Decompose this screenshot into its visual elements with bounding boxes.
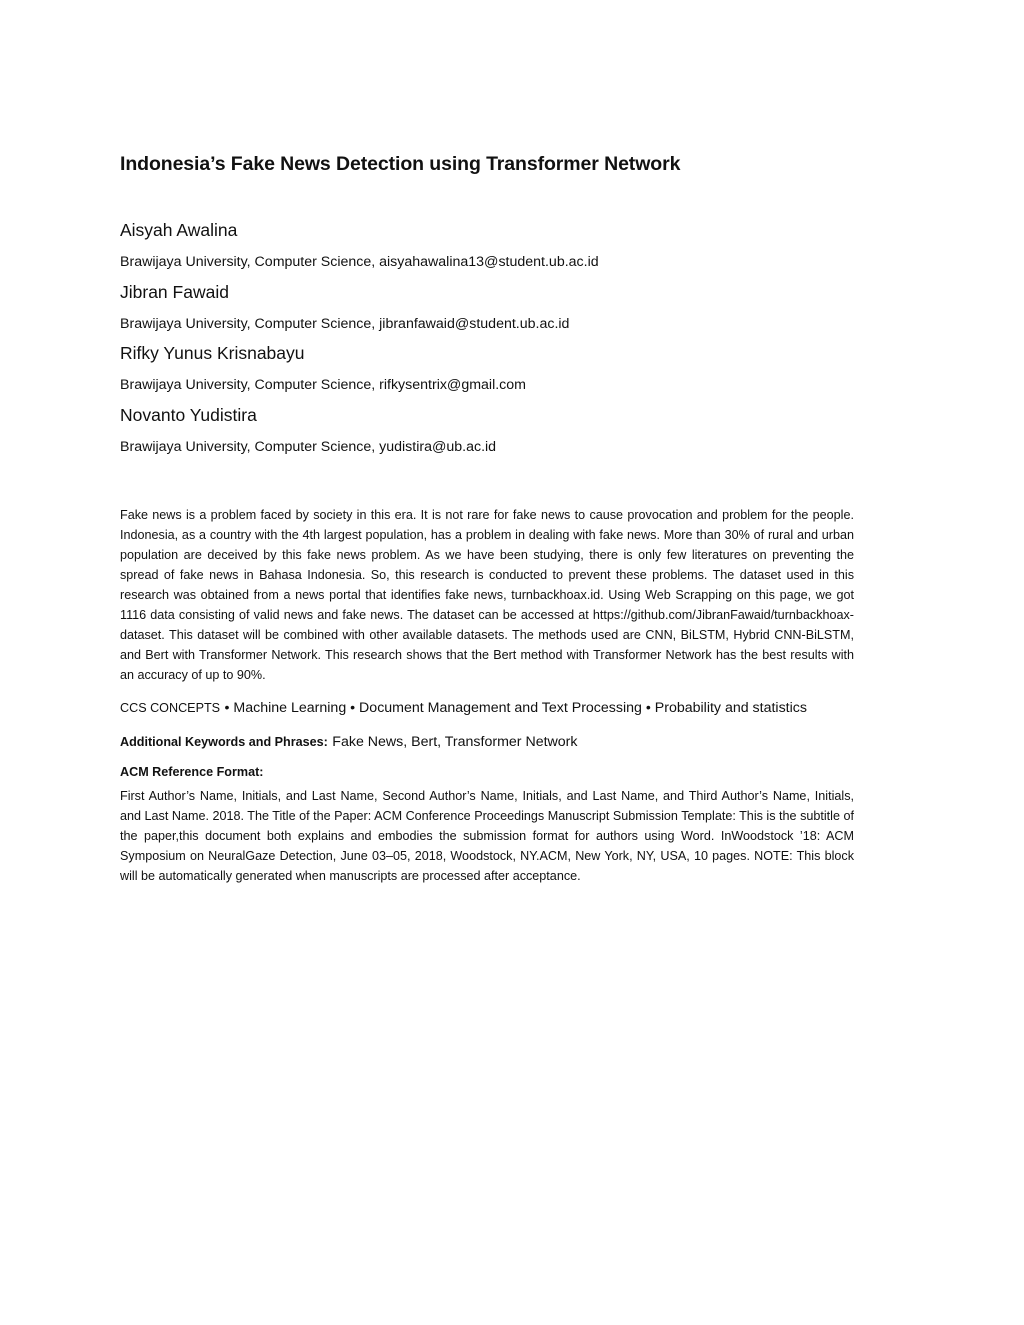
author-name: Jibran Fawaid [120, 282, 229, 302]
author-name: Rifky Yunus Krisnabayu [120, 343, 305, 363]
keywords-value: Fake News, Bert, Transformer Network [332, 734, 578, 750]
additional-keywords [120, 733, 854, 751]
author-affiliation: Brawijaya University, Computer Science, yudistira@ub.ac.id [120, 439, 497, 455]
keywords-label: Additional Keywords and Phrases: [120, 735, 328, 749]
ccs-concepts-value: • Machine Learning • Document Management and Text Processing • Probability and statistics [224, 700, 807, 716]
acm-reference-heading: ACM Reference Format: [120, 765, 264, 779]
ccs-concepts [120, 699, 854, 717]
acm-reference-text: First Author’s Name, Initials, and Last Name, Second Author’s Name, Initials, and Last Name, and Third Author’s Name, Initials, and Last Name. 2018. The Title of the Paper: ACM Conference Proceedings Manuscript Submission Template: This is the subtitle of the paper,this document both explains and embodies the submission format for authors using Word. InWoodstock ’18: ACM Symposium on NeuralGaze Detection, June 03–05, 2018, Woodstock, NY.ACM, New York, NY, USA, 10 pages. NOTE: This block will be automatically generated when manuscripts are processed after acceptance. [120, 789, 854, 883]
paper-title: Indonesia’s Fake News Detection using Transformer Network [120, 153, 681, 175]
author-name: Aisyah Awalina [120, 220, 238, 240]
author-name: Novanto Yudistira [120, 405, 257, 425]
author-affiliation: Brawijaya University, Computer Science, rifkysentrix@gmail.com [120, 377, 526, 393]
abstract-paragraph: Fake news is a problem faced by society in this era. It is not rare for fake news to cause provocation and problem for the people. Indonesia, as a country with the 4th largest population, has a problem in dealing with fake news. More than 30% of rural and urban population are deceived by this fake news problem. As we have been studying, there is only few literatures on preventing the spread of fake news in Bahasa Indonesia. So, this research is conducted to prevent these problems. The dataset used in this research was obtained from a news portal that identifies fake news, turnbackhoax.id. Using Web Scrapping on this page, we got 1116 data consisting of valid news and fake news. The dataset can be accessed at https://github.com/JibranFawaid/turnbackhoax-dataset. This dataset will be combined with other available datasets. The methods used are CNN, BiLSTM, Hybrid CNN-BiLSTM, and Bert with Transformer Network. This research shows that the Bert method with Transformer Network has the best results with an accuracy of up to 90%. [120, 508, 854, 682]
author-affiliation: Brawijaya University, Computer Science, jibranfawaid@student.ub.ac.id [120, 316, 570, 332]
author-affiliation: Brawijaya University, Computer Science, aisyahawalina13@student.ub.ac.id [120, 254, 599, 270]
ccs-concepts-label: CCS CONCEPTS [120, 701, 221, 715]
